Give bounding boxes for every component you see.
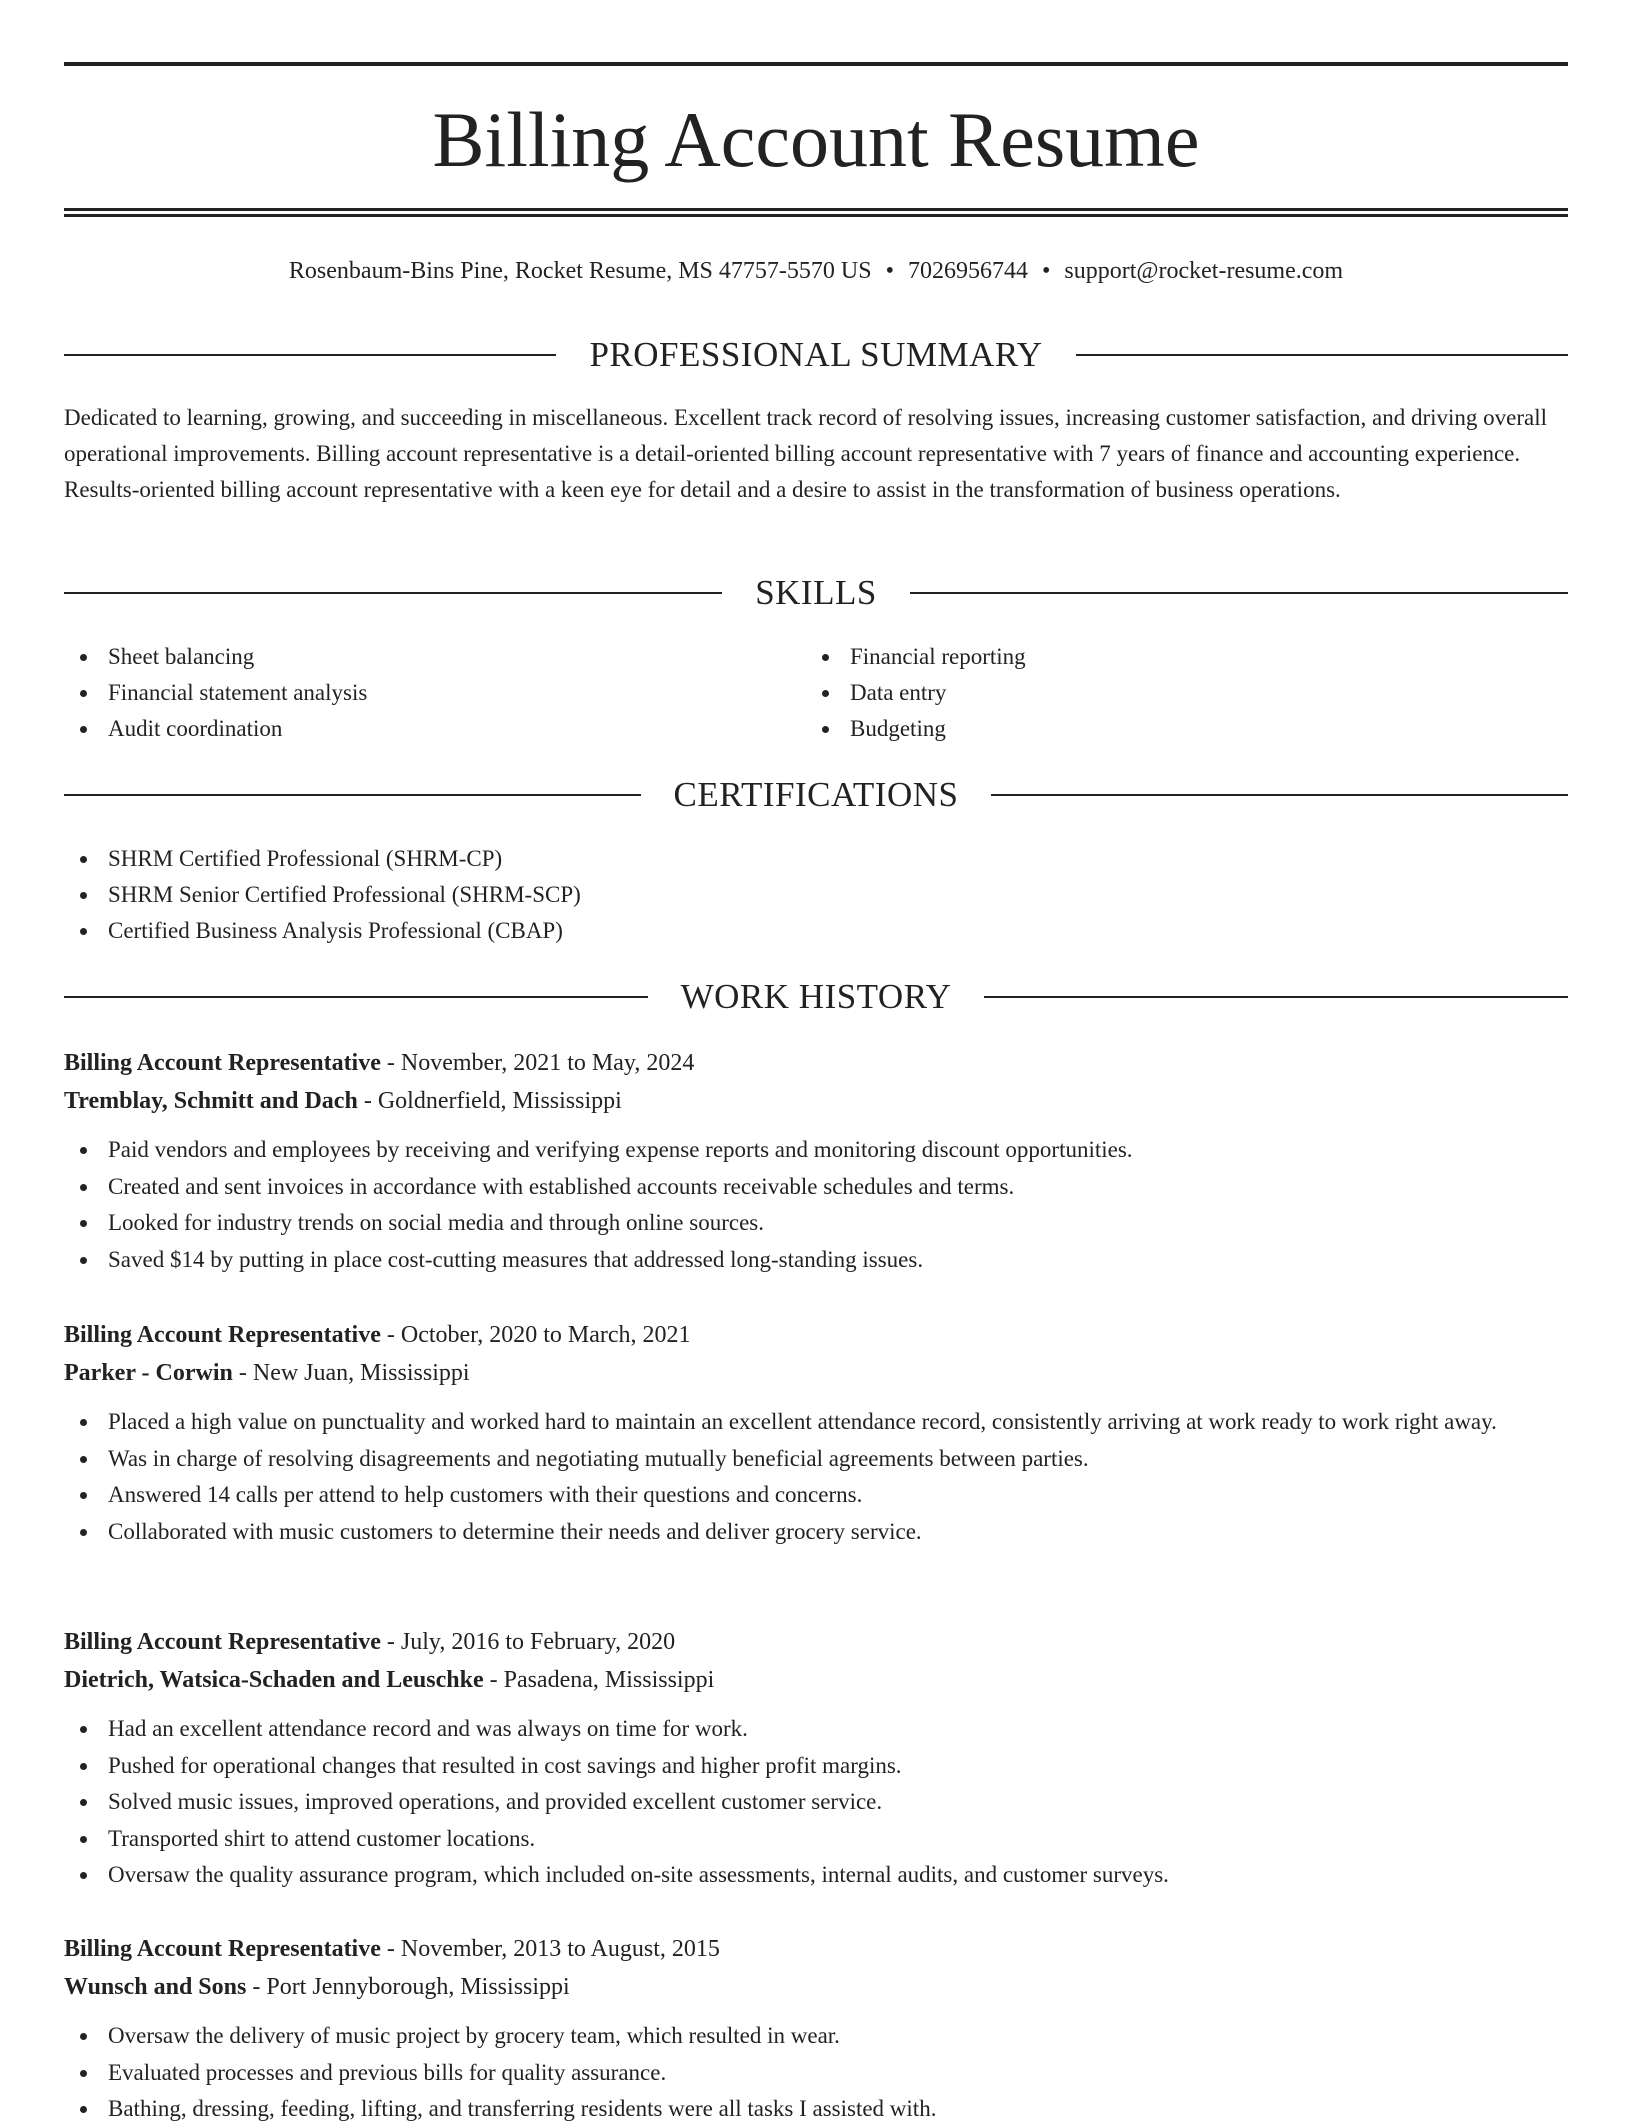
job-bullets <box>64 1711 1568 1894</box>
job-bullet: Looked for industry trends on social media and through online sources. <box>64 1205 1568 1242</box>
job-bullet: Transported shirt to attend customer locations. <box>64 1821 1568 1858</box>
section-rule <box>991 794 1568 796</box>
double-rule <box>64 208 1568 217</box>
job-company-line: Parker - Corwin - New Juan, Mississippi <box>64 1360 470 1386</box>
certifications-list <box>64 841 1568 949</box>
job-bullet: Answered 14 calls per attend to help customers with their questions and concerns. <box>64 1477 1568 1514</box>
skill-item: Data entry <box>806 675 1548 711</box>
section-title: CERTIFICATIONS <box>673 775 959 814</box>
job-bullet: Placed a high value on punctuality and worked hard to maintain an excellent attendance record, consistently arriving at work ready to work right away. <box>64 1404 1568 1441</box>
job-location: New Juan, Mississippi <box>252 1360 470 1386</box>
skill-item: Sheet balancing <box>64 639 806 675</box>
top-rule <box>64 62 1568 66</box>
contact-address: Rosenbaum-Bins Pine, Rocket Resume, MS 47757-5570 US <box>288 258 872 284</box>
job-location: Port Jennyborough, Mississippi <box>266 1974 570 2000</box>
job-title-line: Billing Account Representative - November, 2013 to August, 2015 <box>64 1936 720 1962</box>
job-bullet: Evaluated processes and previous bills for quality assurance. <box>64 2055 1568 2092</box>
job-company: Wunsch and Sons <box>64 1974 247 2000</box>
job-dates: October, 2020 to March, 2021 <box>400 1322 691 1348</box>
section-rule <box>984 996 1568 998</box>
job-bullet: Solved music issues, improved operations, and provided excellent customer service. <box>64 1784 1568 1821</box>
job-title: Billing Account Representative <box>64 1936 381 1962</box>
job-dates: November, 2021 to May, 2024 <box>400 1050 695 1076</box>
job-entry <box>64 1044 1568 1278</box>
section-rule <box>64 794 641 796</box>
page-title: Billing Account Resume <box>432 96 1200 183</box>
skill-item: Financial statement analysis <box>64 675 806 711</box>
contact-separator: • <box>885 258 894 284</box>
job-location: Pasadena, Mississippi <box>503 1667 715 1693</box>
certification-item: SHRM Certified Professional (SHRM-CP) <box>64 841 1568 877</box>
section-rule <box>64 592 722 594</box>
skill-item: Financial reporting <box>806 639 1548 675</box>
job-bullets <box>64 1132 1568 1278</box>
job-title-line: Billing Account Representative - July, 2016 to February, 2020 <box>64 1629 676 1655</box>
section-header-certifications <box>64 773 1568 817</box>
skill-item: Budgeting <box>806 711 1548 747</box>
job-entry <box>64 1930 1568 2128</box>
job-title: Billing Account Representative <box>64 1050 381 1076</box>
job-bullet: Created and sent invoices in accordance with established accounts receivable schedules and terms. <box>64 1169 1568 1206</box>
contact-email[interactable]: support@rocket-resume.com <box>1064 258 1344 284</box>
job-bullet: Collaborated with music customers to determine their needs and deliver grocery service. <box>64 1514 1568 1551</box>
section-rule <box>64 354 556 356</box>
job-dates: November, 2013 to August, 2015 <box>400 1936 720 1962</box>
job-company: Tremblay, Schmitt and Dach <box>64 1088 358 1114</box>
job-company-line: Tremblay, Schmitt and Dach - Goldnerfield, Mississippi <box>64 1088 622 1114</box>
job-title-line: Billing Account Representative - October, 2020 to March, 2021 <box>64 1322 691 1348</box>
section-title: PROFESSIONAL SUMMARY <box>589 335 1043 374</box>
certification-item: SHRM Senior Certified Professional (SHRM-SCP) <box>64 877 1568 913</box>
skills-column-right <box>806 639 1548 747</box>
job-dates: July, 2016 to February, 2020 <box>400 1629 676 1655</box>
job-bullet: Oversaw the quality assurance program, which included on-site assessments, internal audits, and customer surveys. <box>64 1857 1568 1894</box>
job-company: Dietrich, Watsica-Schaden and Leuschke <box>64 1667 484 1693</box>
section-header-work-history <box>64 975 1568 1019</box>
job-title-line: Billing Account Representative - November, 2021 to May, 2024 <box>64 1050 695 1076</box>
skill-item: Audit coordination <box>64 711 806 747</box>
job-bullets <box>64 1404 1568 1550</box>
job-bullet: Pushed for operational changes that resulted in cost savings and higher profit margins. <box>64 1748 1568 1785</box>
skills-column-left <box>64 639 806 747</box>
job-bullet: Bathing, dressing, feeding, lifting, and transferring residents were all tasks I assisted with. <box>64 2091 1568 2128</box>
section-title: WORK HISTORY <box>680 977 952 1016</box>
job-bullet: Had an excellent attendance record and was always on time for work. <box>64 1711 1568 1748</box>
summary-text: Dedicated to learning, growing, and succeeding in miscellaneous. Excellent track record of resolving issues, increasing customer satisfaction, and driving overall operational improvements. Billing account representative is a detail-oriented billing account representative with 7 years of finance and accounting experience. Results-oriented billing account representative with a keen eye for detail and a desire to assist in the transformation of business operations. <box>64 405 1548 502</box>
section-rule <box>1076 354 1568 356</box>
job-bullet: Paid vendors and employees by receiving and verifying expense reports and monitoring discount opportunities. <box>64 1132 1568 1169</box>
job-bullet: Oversaw the delivery of music project by grocery team, which resulted in wear. <box>64 2018 1568 2055</box>
skills-list <box>64 639 1568 747</box>
section-header-summary <box>64 333 1568 377</box>
section-title: SKILLS <box>755 573 877 612</box>
job-title: Billing Account Representative <box>64 1629 381 1655</box>
job-entry <box>64 1316 1568 1550</box>
job-bullet: Was in charge of resolving disagreements and negotiating mutually beneficial agreements between parties. <box>64 1441 1568 1478</box>
contact-line <box>64 254 1568 288</box>
job-company-line: Wunsch and Sons - Port Jennyborough, Mississippi <box>64 1974 570 2000</box>
job-bullet: Saved $14 by putting in place cost-cutting measures that addressed long-standing issues. <box>64 1242 1568 1279</box>
section-rule <box>910 592 1568 594</box>
job-location: Goldnerfield, Mississippi <box>377 1088 622 1114</box>
job-company-line: Dietrich, Watsica-Schaden and Leuschke - Pasadena, Mississippi <box>64 1667 715 1693</box>
contact-separator: • <box>1041 258 1051 284</box>
section-header-skills <box>64 571 1568 615</box>
job-title: Billing Account Representative <box>64 1322 381 1348</box>
job-entry <box>64 1623 1568 1894</box>
job-bullets <box>64 2018 1568 2128</box>
section-rule <box>64 996 648 998</box>
job-company: Parker - Corwin <box>64 1360 233 1386</box>
contact-phone: 7026956744 <box>907 258 1028 284</box>
certification-item: Certified Business Analysis Professional (CBAP) <box>64 913 1568 949</box>
